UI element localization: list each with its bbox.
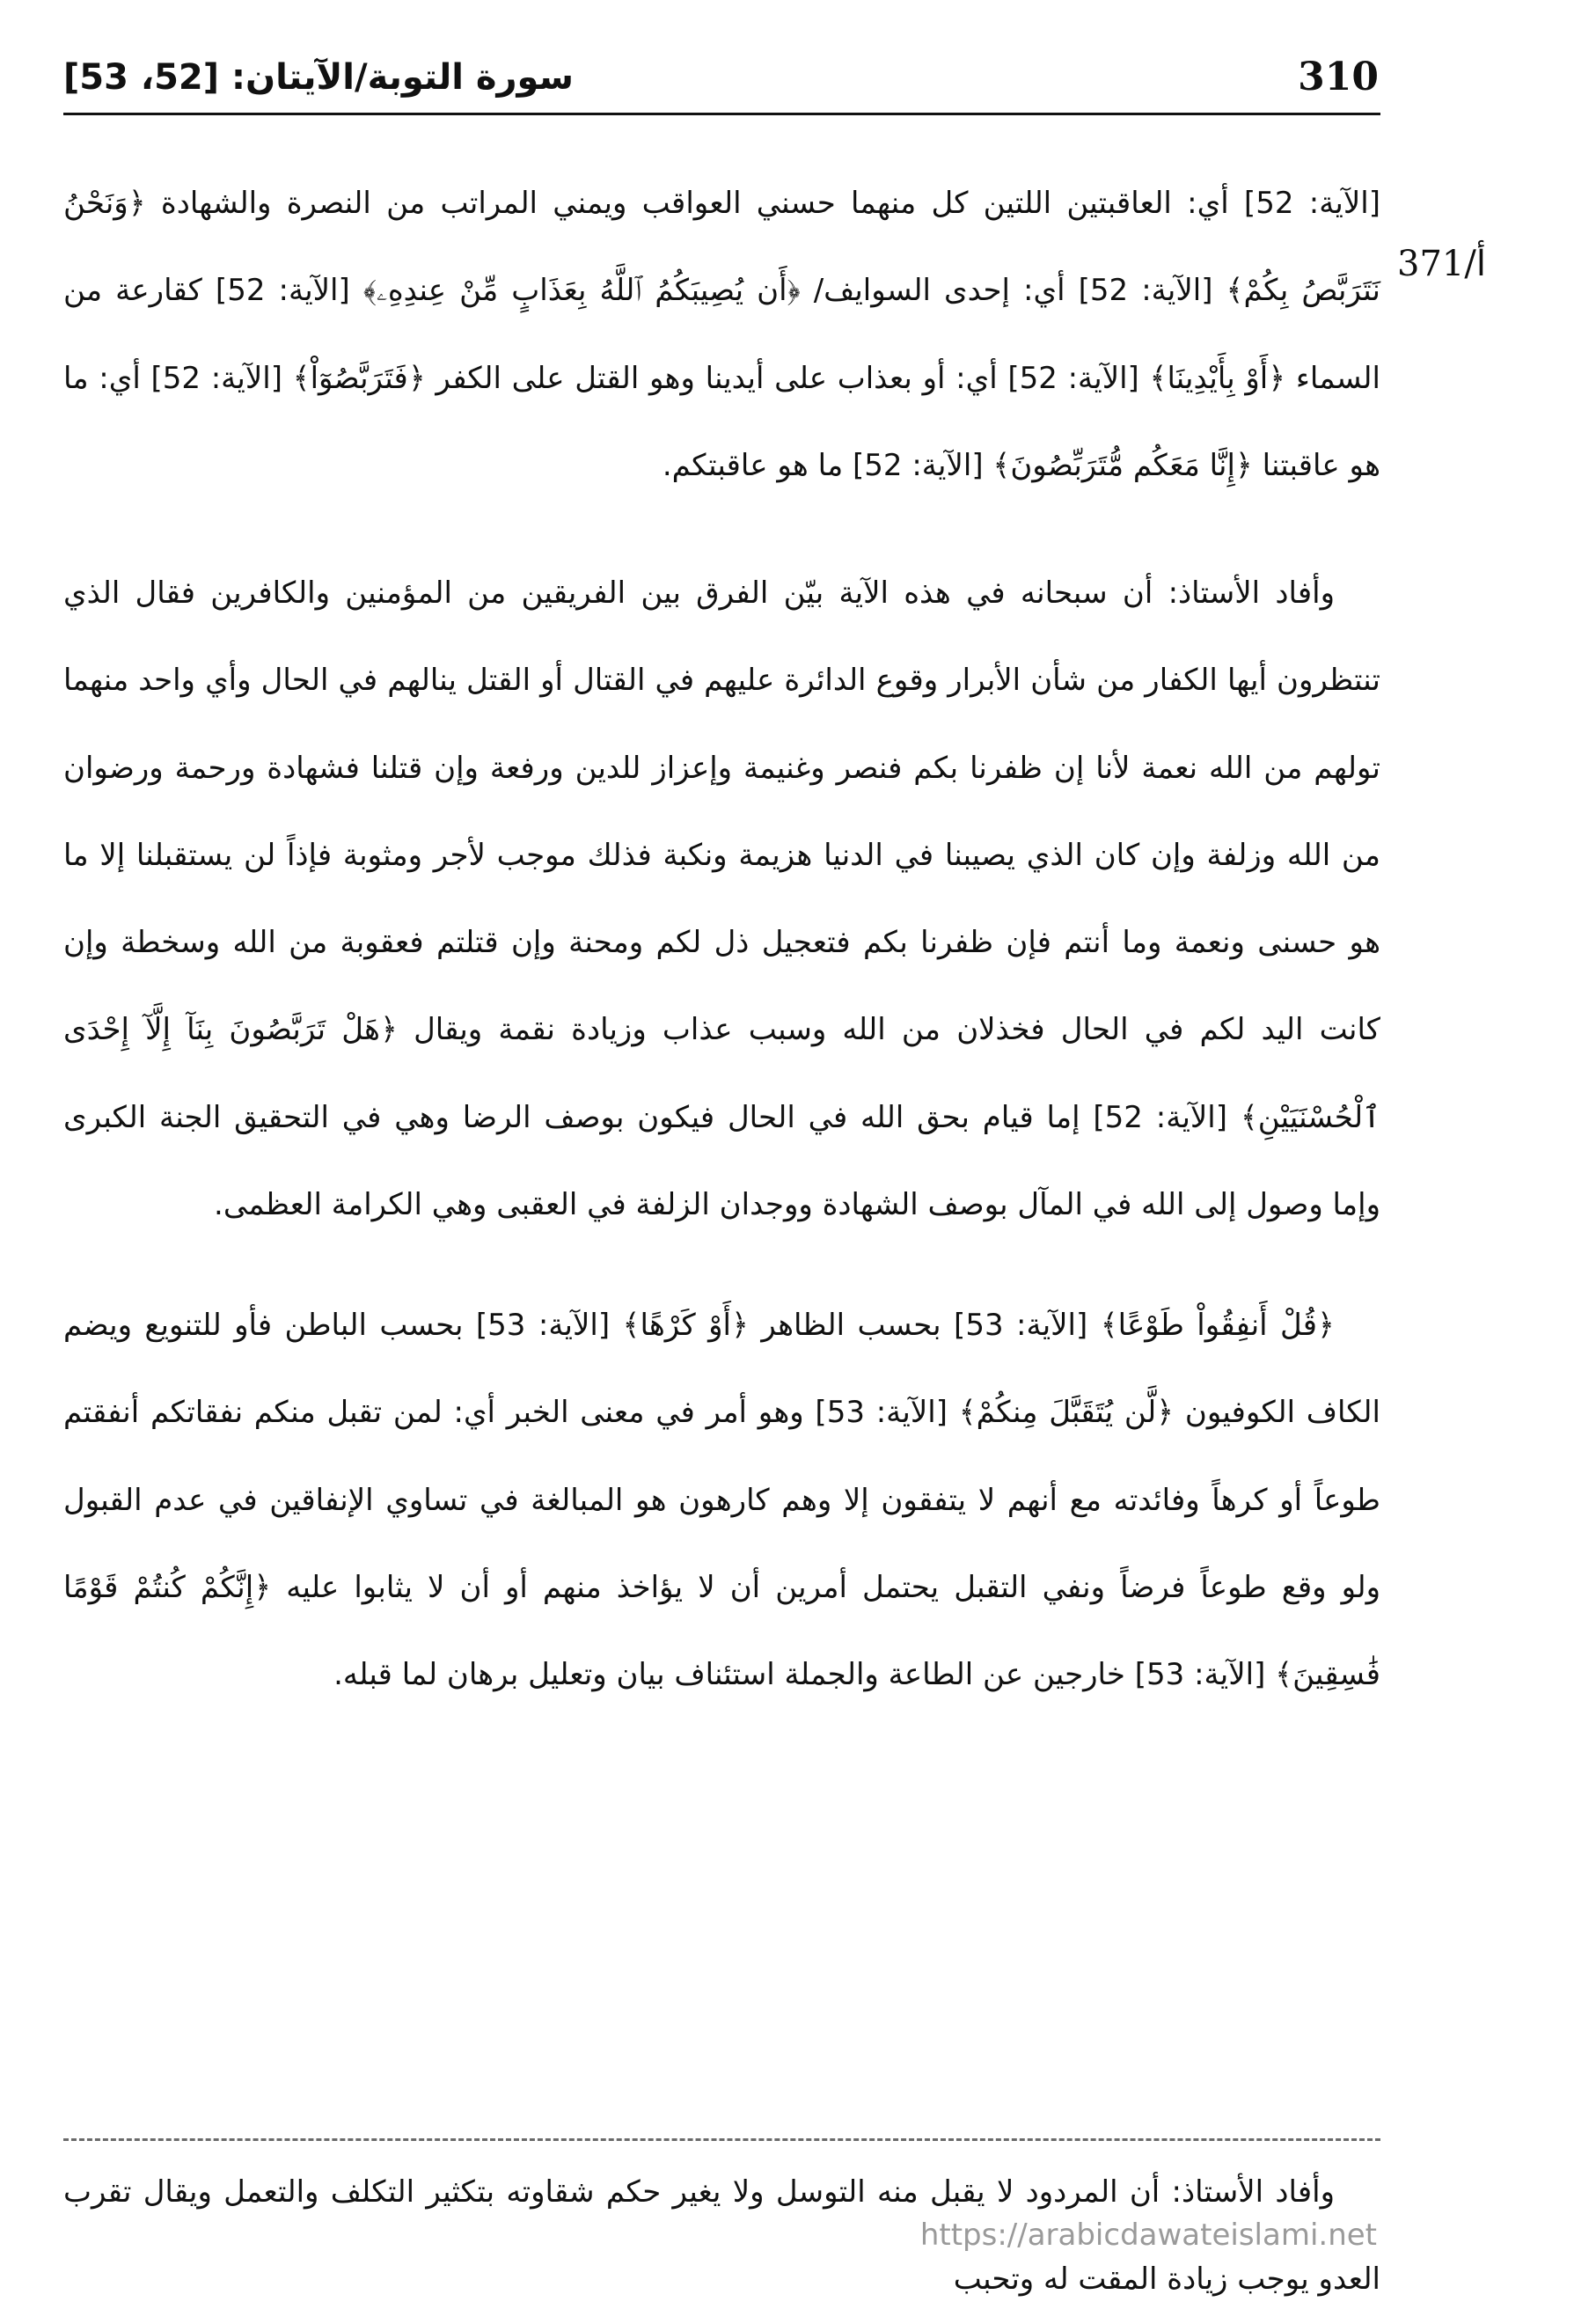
watermark-url: https://arabicdawateislami.net xyxy=(919,2218,1377,2253)
margin-folio-note: 371/أ xyxy=(1397,244,1486,284)
paragraph-4: وأفاد الأستاذ: أن المردود لا يقبل منه التوسل ولا يغير حكم شقاوته بتكثير التكلف والتعمل ويقال تقرب العدو يوجب زيادة المقت له وتحبب xyxy=(63,2174,1380,2298)
paragraph-2: وأفاد الأستاذ: أن سبحانه في هذه الآية بيّن الفرق بين الفريقين من المؤمنين والكافرين فقال الذي تنتظرون أيها الكفار من شأن الأبرار وقوع الدائرة عليهم في القتال أو القتل ينالهم في الحال وأي واحد منهما تولهم من الله نعمة لأنا إن ظفرنا بكم فنصر وغنيمة وإعزاز للدين ورفعة وإن قتلنا فشهادة ورحمة ورضوان من الله وزلفة وإن كان الذي يصيبنا في الدنيا هزيمة ونكبة فذلك موجب لأجر ومثوبة فإذاً لن يستقبلنا إلا ما هو حسنى ونعمة وما أنتم فإن ظفرنا بكم فتعجيل ذل لكم ومحنة وإن قتلتم فعقوبة من الله وسخطة وإن كانت اليد لكم في الحال فخذلان من الله وسبب عذاب وزيادة نقمة ويقال ﴿هَلْ تَرَبَّصُونَ بِنَآ إِلَّآ إِحْدَى ٱلْحُسْنَيَيْنِ﴾ [الآية: 52] إما قيام بحق الله في الحال فيكون بوصف الرضا وهي في التحقيق الجنة الكبرى وإما وصول إلى الله في المآل بوصف الشهادة ووجدان الزلفة في العقبى وهي الكرامة العظمى. xyxy=(63,576,1380,1222)
header-rule xyxy=(63,113,1380,115)
page-number: 310 xyxy=(1298,55,1379,99)
section-separator xyxy=(63,2138,1380,2141)
running-title: سورة التوبة/الآيتان: [52، 53] xyxy=(63,57,574,98)
page-header xyxy=(63,51,1379,104)
main-text xyxy=(63,160,1380,1719)
paragraph-1: [الآية: 52] أي: العاقبتين اللتين كل منهما حسني العواقب ويمني المراتب من النصرة والشهادة ﴿وَنَحْنُ نَتَرَبَّصُ بِكُمْ﴾ [الآية: 52] أي: إحدى السوايف/ ﴿أَن يُصِيبَكُمُ ٱللَّهُ بِعَذَابٍ مِّنْ عِندِهِۦ﴾ [الآية: 52] كقارعة من السماء ﴿أَوْ بِأَيْدِينَا﴾ [الآية: 52] أي: أو بعذاب على أيدينا وهو القتل على الكفر ﴿فَتَرَبَّصُوٓاْ﴾ [الآية: 52] أي: ما هو عاقبتنا ﴿إِنَّا مَعَكُم مُّتَرَبِّصُونَ﴾ [الآية: 52] ما هو عاقبتكم. xyxy=(63,186,1380,483)
paragraph-3: ﴿قُلْ أَنفِقُواْ طَوْعًا﴾ [الآية: 53] بحسب الظاهر ﴿أَوْ كَرْهًا﴾ [الآية: 53] بحسب الباطن فأو للتنويع ويضم الكاف الكوفيون ﴿لَّن يُتَقَبَّلَ مِنكُمْ﴾ [الآية: 53] وهو أمر في معنى الخبر أي: لمن تقبل منكم نفقاتكم أنفقتم طوعاً أو كرهاً وفائدته مع أنهم لا يتفقون إلا وهم كارهون هو المبالغة في تساوي الإنفاقين في عدم القبول ولو وقع طوعاً فرضاً ونفي التقبل يحتمل أمرين أن لا يؤاخذ منهم أو أن لا يثابوا عليه ﴿إِنَّكُمْ كُنتُمْ قَوْمًا فَٰسِقِينَ﴾ [الآية: 53] خارجين عن الطاعة والجملة استئناف بيان وتعليل برهان لما قبله. xyxy=(63,1308,1380,1693)
